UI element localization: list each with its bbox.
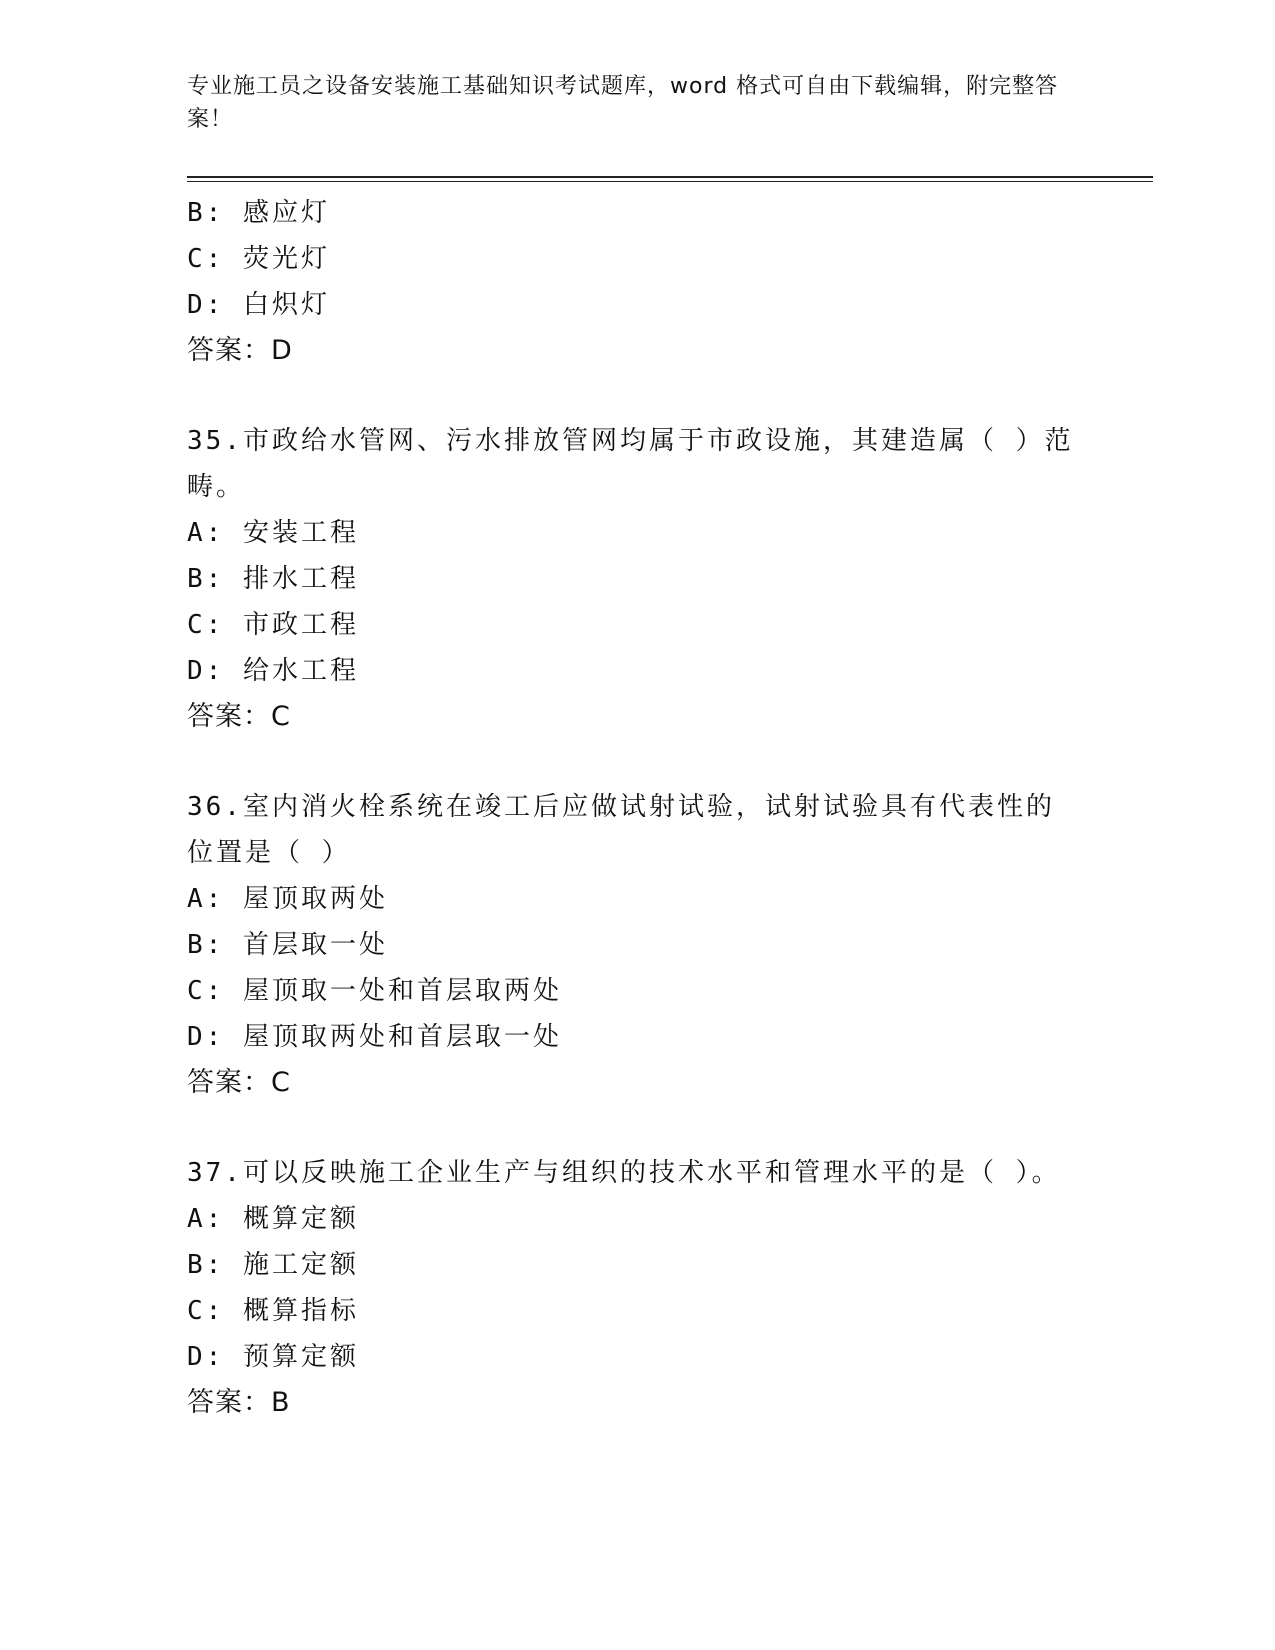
answer-line: 答案：C	[187, 1067, 291, 1098]
option-d: D: 屋顶取两处和首层取一处	[187, 1022, 562, 1052]
option-a: A: 屋顶取两处	[187, 884, 388, 914]
option-a: A: 概算定额	[187, 1204, 359, 1234]
question-block-37	[187, 1150, 1087, 1426]
option-a: A: 安装工程	[187, 518, 359, 548]
spacer	[187, 1106, 1087, 1150]
option-c: C: 市政工程	[187, 610, 359, 640]
question-block-35	[187, 418, 1087, 740]
option-b: B: 感应灯	[187, 198, 330, 228]
option-c: C: 概算指标	[187, 1296, 359, 1326]
option-d: D: 预算定额	[187, 1342, 359, 1372]
option-b: B: 排水工程	[187, 564, 359, 594]
question-text: 35.市政给水管网、污水排放管网均属于市政设施，其建造属（ ）范畴。	[187, 426, 1074, 502]
answer-line: 答案：C	[187, 701, 291, 732]
spacer	[187, 740, 1087, 784]
header-divider-thin	[187, 181, 1153, 182]
header-divider-thick	[187, 176, 1153, 178]
spacer	[187, 374, 1087, 418]
question-block-34	[187, 190, 1087, 374]
option-d: D: 白炽灯	[187, 290, 330, 320]
answer-line: 答案：B	[187, 1387, 291, 1418]
option-b: B: 施工定额	[187, 1250, 359, 1280]
question-block-36	[187, 784, 1087, 1106]
answer-line: 答案：D	[187, 335, 293, 366]
question-text: 37.可以反映施工企业生产与组织的技术水平和管理水平的是（ ）。	[187, 1158, 1061, 1188]
option-b: B: 首层取一处	[187, 930, 388, 960]
option-c: C: 屋顶取一处和首层取两处	[187, 976, 562, 1006]
option-d: D: 给水工程	[187, 656, 359, 686]
question-list	[187, 190, 1087, 1426]
question-text: 36.室内消火栓系统在竣工后应做试射试验，试射试验具有代表性的位置是（ ）	[187, 792, 1055, 868]
option-c: C: 荧光灯	[187, 244, 330, 274]
document-header: 专业施工员之设备安装施工基础知识考试题库，word 格式可自由下载编辑，附完整答案！	[187, 74, 1059, 132]
